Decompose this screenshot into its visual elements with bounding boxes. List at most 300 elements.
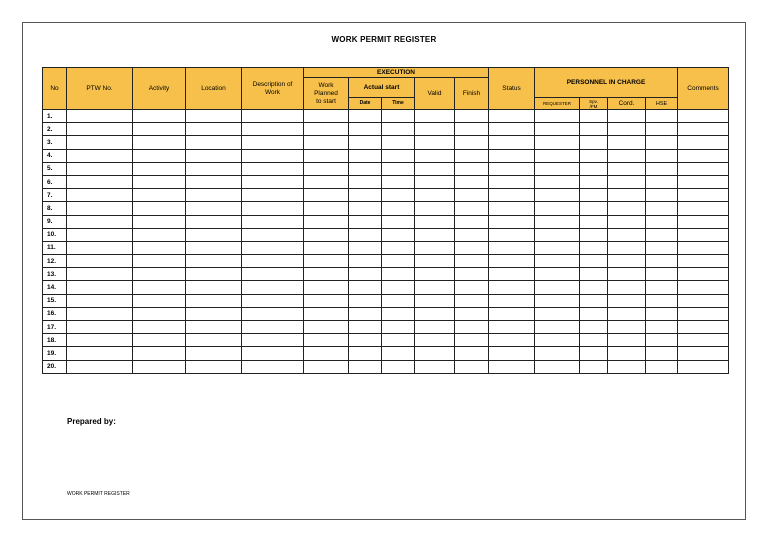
table-cell[interactable]	[304, 136, 349, 149]
table-cell[interactable]	[415, 255, 455, 268]
table-cell[interactable]	[186, 347, 242, 360]
table-cell[interactable]	[415, 228, 455, 241]
table-cell[interactable]	[242, 136, 304, 149]
table-cell[interactable]	[415, 175, 455, 188]
table-cell[interactable]	[133, 110, 186, 123]
table-cell[interactable]	[678, 241, 729, 254]
table-cell[interactable]	[535, 334, 580, 347]
table-cell[interactable]	[535, 202, 580, 215]
table-cell[interactable]	[608, 110, 646, 123]
table-cell[interactable]	[580, 307, 608, 320]
table-cell[interactable]	[304, 110, 349, 123]
table-cell[interactable]	[608, 215, 646, 228]
table-cell[interactable]	[304, 268, 349, 281]
table-cell[interactable]	[678, 360, 729, 373]
table-cell[interactable]	[133, 307, 186, 320]
table-cell[interactable]	[646, 334, 678, 347]
table-cell[interactable]	[608, 175, 646, 188]
table-cell[interactable]	[349, 307, 382, 320]
table-cell[interactable]	[304, 360, 349, 373]
table-cell[interactable]	[678, 307, 729, 320]
table-cell[interactable]	[133, 294, 186, 307]
table-cell[interactable]	[455, 149, 489, 162]
table-cell[interactable]	[133, 189, 186, 202]
table-cell[interactable]	[382, 268, 415, 281]
table-cell[interactable]	[535, 307, 580, 320]
table-cell[interactable]	[608, 189, 646, 202]
table-cell[interactable]	[133, 228, 186, 241]
table-cell[interactable]	[133, 334, 186, 347]
table-cell[interactable]	[580, 162, 608, 175]
table-cell[interactable]	[455, 255, 489, 268]
table-cell[interactable]	[133, 149, 186, 162]
table-cell[interactable]	[382, 281, 415, 294]
table-cell[interactable]	[186, 202, 242, 215]
table-cell[interactable]	[186, 149, 242, 162]
table-cell[interactable]	[186, 281, 242, 294]
table-cell[interactable]	[455, 360, 489, 373]
table-cell[interactable]	[489, 360, 535, 373]
table-cell[interactable]	[349, 149, 382, 162]
table-cell[interactable]	[133, 202, 186, 215]
table-cell[interactable]	[382, 162, 415, 175]
table-cell[interactable]	[415, 123, 455, 136]
table-cell[interactable]	[382, 241, 415, 254]
table-cell[interactable]	[678, 149, 729, 162]
table-cell[interactable]	[489, 281, 535, 294]
table-cell[interactable]	[133, 281, 186, 294]
table-cell[interactable]	[67, 281, 133, 294]
table-cell[interactable]	[304, 347, 349, 360]
table-cell[interactable]	[489, 123, 535, 136]
table-cell[interactable]	[489, 334, 535, 347]
table-cell[interactable]	[67, 228, 133, 241]
table-cell[interactable]	[67, 294, 133, 307]
table-cell[interactable]	[242, 123, 304, 136]
table-cell[interactable]	[455, 347, 489, 360]
table-cell[interactable]	[580, 149, 608, 162]
table-cell[interactable]	[608, 281, 646, 294]
table-cell[interactable]	[415, 360, 455, 373]
table-cell[interactable]	[646, 215, 678, 228]
table-cell[interactable]	[489, 189, 535, 202]
table-cell[interactable]	[580, 241, 608, 254]
table-cell[interactable]	[455, 189, 489, 202]
table-cell[interactable]	[415, 334, 455, 347]
table-cell[interactable]	[608, 360, 646, 373]
table-cell[interactable]	[133, 215, 186, 228]
table-cell[interactable]	[535, 347, 580, 360]
table-cell[interactable]	[608, 334, 646, 347]
table-cell[interactable]	[186, 175, 242, 188]
table-cell[interactable]	[415, 347, 455, 360]
table-cell[interactable]	[489, 136, 535, 149]
table-cell[interactable]	[242, 189, 304, 202]
table-cell[interactable]	[133, 321, 186, 334]
table-cell[interactable]	[67, 189, 133, 202]
table-cell[interactable]	[455, 162, 489, 175]
table-cell[interactable]	[242, 334, 304, 347]
table-cell[interactable]	[242, 321, 304, 334]
table-cell[interactable]	[535, 241, 580, 254]
table-cell[interactable]	[455, 202, 489, 215]
table-cell[interactable]	[304, 334, 349, 347]
table-cell[interactable]	[304, 189, 349, 202]
table-cell[interactable]	[608, 307, 646, 320]
table-cell[interactable]	[382, 307, 415, 320]
table-cell[interactable]	[646, 281, 678, 294]
table-cell[interactable]	[186, 294, 242, 307]
table-cell[interactable]	[186, 162, 242, 175]
table-cell[interactable]	[304, 321, 349, 334]
table-cell[interactable]	[455, 294, 489, 307]
table-cell[interactable]	[186, 334, 242, 347]
table-cell[interactable]	[382, 202, 415, 215]
table-cell[interactable]	[646, 123, 678, 136]
table-cell[interactable]	[415, 189, 455, 202]
table-cell[interactable]	[535, 189, 580, 202]
table-cell[interactable]	[382, 255, 415, 268]
table-cell[interactable]	[489, 294, 535, 307]
table-cell[interactable]	[489, 307, 535, 320]
table-cell[interactable]	[242, 268, 304, 281]
table-cell[interactable]	[133, 268, 186, 281]
table-cell[interactable]	[415, 202, 455, 215]
table-cell[interactable]	[349, 321, 382, 334]
table-cell[interactable]	[580, 189, 608, 202]
table-cell[interactable]	[242, 360, 304, 373]
table-cell[interactable]	[304, 175, 349, 188]
table-cell[interactable]	[382, 228, 415, 241]
table-cell[interactable]	[535, 321, 580, 334]
table-cell[interactable]	[186, 241, 242, 254]
table-cell[interactable]	[133, 162, 186, 175]
table-cell[interactable]	[580, 321, 608, 334]
table-cell[interactable]	[186, 189, 242, 202]
table-cell[interactable]	[455, 334, 489, 347]
table-cell[interactable]	[67, 307, 133, 320]
table-cell[interactable]	[349, 136, 382, 149]
table-cell[interactable]	[535, 268, 580, 281]
table-cell[interactable]	[646, 241, 678, 254]
table-cell[interactable]	[67, 334, 133, 347]
table-cell[interactable]	[489, 215, 535, 228]
table-cell[interactable]	[580, 268, 608, 281]
table-cell[interactable]	[608, 294, 646, 307]
table-cell[interactable]	[415, 162, 455, 175]
table-cell[interactable]	[349, 123, 382, 136]
table-cell[interactable]	[489, 149, 535, 162]
table-cell[interactable]	[304, 228, 349, 241]
table-cell[interactable]	[678, 110, 729, 123]
table-cell[interactable]	[186, 255, 242, 268]
table-cell[interactable]	[186, 228, 242, 241]
table-cell[interactable]	[349, 162, 382, 175]
table-cell[interactable]	[678, 268, 729, 281]
table-cell[interactable]	[678, 294, 729, 307]
table-cell[interactable]	[186, 136, 242, 149]
table-cell[interactable]	[646, 307, 678, 320]
table-cell[interactable]	[678, 334, 729, 347]
table-cell[interactable]	[535, 110, 580, 123]
table-cell[interactable]	[349, 241, 382, 254]
table-cell[interactable]	[455, 307, 489, 320]
table-cell[interactable]	[304, 255, 349, 268]
table-cell[interactable]	[382, 175, 415, 188]
table-cell[interactable]	[349, 189, 382, 202]
table-cell[interactable]	[242, 241, 304, 254]
table-cell[interactable]	[382, 360, 415, 373]
table-cell[interactable]	[415, 215, 455, 228]
table-cell[interactable]	[580, 228, 608, 241]
table-cell[interactable]	[608, 321, 646, 334]
table-cell[interactable]	[580, 202, 608, 215]
table-cell[interactable]	[382, 136, 415, 149]
table-cell[interactable]	[242, 149, 304, 162]
table-cell[interactable]	[646, 162, 678, 175]
table-cell[interactable]	[678, 175, 729, 188]
table-cell[interactable]	[349, 334, 382, 347]
table-cell[interactable]	[535, 255, 580, 268]
table-cell[interactable]	[186, 123, 242, 136]
table-cell[interactable]	[455, 241, 489, 254]
table-cell[interactable]	[133, 175, 186, 188]
table-cell[interactable]	[304, 307, 349, 320]
table-cell[interactable]	[678, 215, 729, 228]
table-cell[interactable]	[349, 347, 382, 360]
table-cell[interactable]	[646, 360, 678, 373]
table-cell[interactable]	[133, 360, 186, 373]
table-cell[interactable]	[67, 347, 133, 360]
table-cell[interactable]	[133, 255, 186, 268]
table-cell[interactable]	[242, 215, 304, 228]
table-cell[interactable]	[608, 255, 646, 268]
table-cell[interactable]	[67, 255, 133, 268]
table-cell[interactable]	[489, 202, 535, 215]
table-cell[interactable]	[489, 175, 535, 188]
table-cell[interactable]	[489, 347, 535, 360]
table-cell[interactable]	[242, 307, 304, 320]
table-cell[interactable]	[415, 110, 455, 123]
table-cell[interactable]	[304, 202, 349, 215]
table-cell[interactable]	[415, 268, 455, 281]
table-cell[interactable]	[489, 228, 535, 241]
table-cell[interactable]	[349, 228, 382, 241]
table-cell[interactable]	[349, 268, 382, 281]
table-cell[interactable]	[646, 347, 678, 360]
table-cell[interactable]	[646, 149, 678, 162]
table-cell[interactable]	[186, 360, 242, 373]
table-cell[interactable]	[678, 136, 729, 149]
table-cell[interactable]	[242, 175, 304, 188]
table-cell[interactable]	[580, 136, 608, 149]
table-cell[interactable]	[608, 268, 646, 281]
table-cell[interactable]	[535, 136, 580, 149]
table-cell[interactable]	[489, 321, 535, 334]
table-cell[interactable]	[349, 255, 382, 268]
table-cell[interactable]	[382, 347, 415, 360]
table-cell[interactable]	[535, 149, 580, 162]
table-cell[interactable]	[304, 162, 349, 175]
table-cell[interactable]	[646, 228, 678, 241]
table-cell[interactable]	[304, 149, 349, 162]
table-cell[interactable]	[535, 228, 580, 241]
table-cell[interactable]	[646, 110, 678, 123]
table-cell[interactable]	[678, 123, 729, 136]
table-cell[interactable]	[415, 281, 455, 294]
table-cell[interactable]	[646, 268, 678, 281]
table-cell[interactable]	[349, 281, 382, 294]
table-cell[interactable]	[580, 347, 608, 360]
table-cell[interactable]	[133, 136, 186, 149]
table-cell[interactable]	[580, 334, 608, 347]
table-cell[interactable]	[133, 241, 186, 254]
table-cell[interactable]	[580, 255, 608, 268]
table-cell[interactable]	[382, 321, 415, 334]
table-cell[interactable]	[382, 110, 415, 123]
table-cell[interactable]	[608, 149, 646, 162]
table-cell[interactable]	[489, 268, 535, 281]
table-cell[interactable]	[415, 321, 455, 334]
table-cell[interactable]	[242, 347, 304, 360]
table-cell[interactable]	[455, 281, 489, 294]
table-cell[interactable]	[455, 110, 489, 123]
table-cell[interactable]	[67, 162, 133, 175]
table-cell[interactable]	[349, 175, 382, 188]
table-cell[interactable]	[382, 215, 415, 228]
table-cell[interactable]	[382, 149, 415, 162]
table-cell[interactable]	[580, 215, 608, 228]
table-cell[interactable]	[646, 321, 678, 334]
table-cell[interactable]	[186, 110, 242, 123]
table-cell[interactable]	[349, 110, 382, 123]
table-cell[interactable]	[186, 215, 242, 228]
table-cell[interactable]	[678, 228, 729, 241]
table-cell[interactable]	[382, 123, 415, 136]
table-cell[interactable]	[678, 281, 729, 294]
table-cell[interactable]	[67, 241, 133, 254]
table-cell[interactable]	[304, 241, 349, 254]
table-cell[interactable]	[646, 189, 678, 202]
table-cell[interactable]	[242, 202, 304, 215]
table-cell[interactable]	[349, 202, 382, 215]
table-cell[interactable]	[455, 215, 489, 228]
table-cell[interactable]	[646, 202, 678, 215]
table-cell[interactable]	[304, 294, 349, 307]
table-cell[interactable]	[489, 162, 535, 175]
table-cell[interactable]	[580, 281, 608, 294]
table-cell[interactable]	[242, 281, 304, 294]
table-cell[interactable]	[415, 307, 455, 320]
table-cell[interactable]	[646, 294, 678, 307]
table-cell[interactable]	[580, 294, 608, 307]
table-cell[interactable]	[646, 136, 678, 149]
table-cell[interactable]	[242, 162, 304, 175]
table-cell[interactable]	[580, 123, 608, 136]
table-cell[interactable]	[349, 360, 382, 373]
table-cell[interactable]	[455, 123, 489, 136]
table-cell[interactable]	[133, 347, 186, 360]
table-cell[interactable]	[535, 162, 580, 175]
table-cell[interactable]	[67, 202, 133, 215]
table-cell[interactable]	[242, 294, 304, 307]
table-cell[interactable]	[608, 202, 646, 215]
table-cell[interactable]	[304, 281, 349, 294]
table-cell[interactable]	[67, 110, 133, 123]
table-cell[interactable]	[580, 110, 608, 123]
table-cell[interactable]	[455, 228, 489, 241]
table-cell[interactable]	[608, 123, 646, 136]
table-cell[interactable]	[415, 149, 455, 162]
table-cell[interactable]	[349, 215, 382, 228]
table-cell[interactable]	[489, 241, 535, 254]
table-cell[interactable]	[608, 136, 646, 149]
table-cell[interactable]	[678, 162, 729, 175]
table-cell[interactable]	[304, 215, 349, 228]
table-cell[interactable]	[455, 268, 489, 281]
table-cell[interactable]	[535, 294, 580, 307]
table-cell[interactable]	[535, 175, 580, 188]
table-cell[interactable]	[608, 162, 646, 175]
table-cell[interactable]	[349, 294, 382, 307]
table-cell[interactable]	[455, 175, 489, 188]
table-cell[interactable]	[455, 136, 489, 149]
table-cell[interactable]	[67, 123, 133, 136]
table-cell[interactable]	[489, 110, 535, 123]
table-cell[interactable]	[678, 347, 729, 360]
table-cell[interactable]	[535, 215, 580, 228]
table-cell[interactable]	[678, 189, 729, 202]
table-cell[interactable]	[646, 175, 678, 188]
table-cell[interactable]	[415, 294, 455, 307]
table-cell[interactable]	[678, 202, 729, 215]
table-cell[interactable]	[678, 321, 729, 334]
table-cell[interactable]	[186, 268, 242, 281]
table-cell[interactable]	[67, 175, 133, 188]
table-cell[interactable]	[67, 321, 133, 334]
table-cell[interactable]	[535, 123, 580, 136]
table-cell[interactable]	[608, 347, 646, 360]
table-cell[interactable]	[67, 268, 133, 281]
table-cell[interactable]	[67, 149, 133, 162]
table-cell[interactable]	[535, 360, 580, 373]
table-cell[interactable]	[382, 334, 415, 347]
table-cell[interactable]	[646, 255, 678, 268]
table-cell[interactable]	[133, 123, 186, 136]
table-cell[interactable]	[535, 281, 580, 294]
table-cell[interactable]	[455, 321, 489, 334]
table-cell[interactable]	[415, 241, 455, 254]
table-cell[interactable]	[382, 294, 415, 307]
table-cell[interactable]	[242, 228, 304, 241]
table-cell[interactable]	[186, 321, 242, 334]
table-cell[interactable]	[67, 136, 133, 149]
table-cell[interactable]	[67, 215, 133, 228]
table-cell[interactable]	[580, 175, 608, 188]
table-cell[interactable]	[608, 228, 646, 241]
table-cell[interactable]	[242, 255, 304, 268]
table-cell[interactable]	[678, 255, 729, 268]
table-cell[interactable]	[382, 189, 415, 202]
table-cell[interactable]	[304, 123, 349, 136]
table-cell[interactable]	[580, 360, 608, 373]
table-cell[interactable]	[67, 360, 133, 373]
table-cell[interactable]	[608, 241, 646, 254]
table-cell[interactable]	[242, 110, 304, 123]
table-cell[interactable]	[489, 255, 535, 268]
table-cell[interactable]	[415, 136, 455, 149]
table-cell[interactable]	[186, 307, 242, 320]
